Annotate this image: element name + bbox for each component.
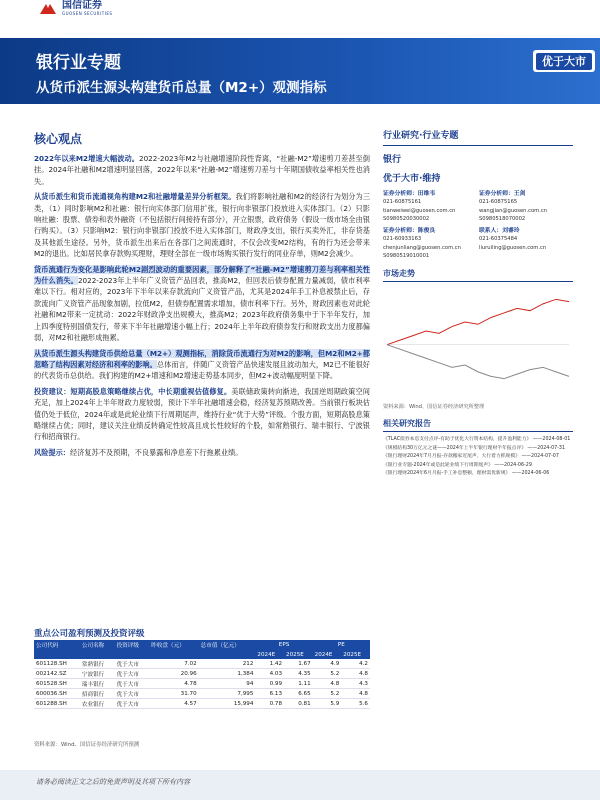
col-name: 公司名称 [80,640,115,650]
table-cell: 5.2 [313,669,342,679]
core-paragraph-2: 从货币派生和货币流通视角构建M2和社融增量差异分析框架。我们将影响社融和M2的经济行为划分为三类，（1）同时影响M2和社融：银行向实体部门信用扩张，银行向非银部门投放进入实体部门。（2）只影响社融：股票、债券和表外融资（不包括银行间接持有部分），开立银票，政府债务（假设一级市场全由银行购买）。（3）只影响M2：银行向非银部门投放不进入实体部门，财政净支出，银行买卖外汇，非存贷基及其他派生途径。另外，货币派生出来后在各部门之间流通时，不仅会改变M2结构，有的行为还会带来M2的退出。比如居民拿存款购买理财，理财全部在一级市场购买银行发行的同业存单，则M2会减少。 [34,192,371,259]
analyst-card: 证券分析师：王剑 021-60875165 wangjian@guosen.com.cn S0980518070002 [479,191,547,222]
core-paragraph-1: 2022年以来M2增速大幅波动。2022-2023年M2与社融增速阶段性背离，“社融-M2”增速剪刀差甚至倒挂。2024年社融和M2增速明显回落，2022年以来“社融-M2”增速剪刀差与十年期国债收益率相关性也消失。 [34,154,370,186]
chart-title: 市场走势 [383,269,415,279]
industry-name: 银行 [383,155,402,165]
table-cell: 优于大市 [115,689,150,699]
col-eps-2025: 2025E [284,650,313,659]
table-cell: 优于大市 [115,659,150,669]
table-cell: 4.9 [313,659,342,669]
table-cell: 农业银行 [80,699,115,709]
col-pe-2024: 2024E [313,650,342,659]
table-cell: 94 [199,679,256,689]
divider [383,145,573,146]
brand-logo [40,0,112,16]
table-cell: 0.99 [255,679,284,689]
brand-mark-icon [40,2,56,14]
rating-tag-label: 优于大市 [536,53,592,70]
table-cell: 600036.SH [34,689,80,699]
table-cell: 4.8 [341,689,370,699]
table-row [34,699,370,709]
report-title: 从货币派生源头构建货币总量（M2+）观测指标 [36,80,327,96]
col-pe: PE [313,640,370,650]
table-cell: 6.13 [255,689,284,699]
table-row [34,669,370,679]
rating-tag [533,50,595,72]
industry-rating: 优于大市·维持 [383,174,441,184]
col-rating: 投资评级 [115,640,150,650]
table-cell: 601288.SH [34,699,80,709]
col-code: 公司代码 [34,640,80,650]
table-row [34,679,370,689]
analyst-card: 联系人：刘睿玲 021-60375484 liuruiling@guosen.com.cn [479,228,547,251]
col-price: 昨收盘（元） [149,640,198,650]
forecast-table [34,640,370,709]
table-cell: 31.70 [149,689,198,699]
table-row [34,689,370,699]
core-heading: 核心观点 [34,132,83,146]
table-cell: 常熟银行 [80,659,115,669]
table-cell: 15,994 [199,699,256,709]
col-eps-2024: 2024E [255,650,284,659]
table-cell: 4.2 [341,659,370,669]
related-item[interactable]: 《TLAC债券本息支付点评-有助于优化大行资本结构，提升盈利能力》 ——2024-08-01 [383,437,571,443]
table-cell: 7.02 [149,659,198,669]
table-cell: 4.03 [255,669,284,679]
table-title: 重点公司盈利预测及投资评级 [34,629,145,639]
core-section [34,130,370,462]
footer-disclaimer: 请务必阅读正文之后的免责声明及其项下所有内容 [36,778,190,786]
sidebar [383,128,573,478]
market-chart-svg [383,282,573,400]
table-cell: 1.11 [284,679,313,689]
table-cell: 优于大市 [115,669,150,679]
report-category: 行业研究·行业专题 [383,131,459,141]
table-cell: 601128.SH [34,659,80,669]
related-title: 相关研究报告 [383,418,573,432]
col-mcap: 总市值（亿元） [199,640,256,650]
core-paragraph-3: 货币流通行为变化是影响此轮M2剧烈波动的重要因素，部分解释了“社融-M2”增速剪刀差与利率相关性为什么消失。2022-2023年上半年广义资管产品回表，推高M2，但回表后债券配置力量减弱，债市利率难以下行。相对应的，2023年下半年以来存款流向广义资管产品，尤其是2024年手工补息被禁止后，存款流向广义资管产品现象加剧，拉低M2，但债券配置需求增加，债市利率下行。另外，财政因素也对此轮社融和M2带来一定扰动：2022年财政净支出规模大，推高M2；2023年政府债务集中于下半年发行，加上四季度特别国债发行，带来下半年社融增速小幅上行；2024年上半年政府债券发行和财政支出力度都偏弱，对M2和社融形成拖累。 [34,264,370,343]
analyst-list [383,190,573,260]
table-cell: 1.42 [255,659,284,669]
table-cell: 4.57 [149,699,198,709]
table-cell: 20.96 [149,669,198,679]
series-line-银行 [387,300,569,345]
col-pe-2025: 2025E [341,650,370,659]
table-cell: 1,384 [199,669,256,679]
analyst-card: 证券分析师：陈俊良 021-60933163 chenjunliang@guosen.com.cn S0980519010001 [383,228,461,260]
report-type: 银行业专题 [36,53,121,73]
related-item[interactable]: 《银行理财2024年7月月报-存款搬家近尾声，大行着力抓规模》 ——2024-07-07 [383,454,559,460]
table-cell: 601528.SH [34,679,80,689]
related-item[interactable]: 《银行理财2024年6月月报-手工补息整顿，理财需优新规》 ——2024-06-06 [383,471,550,476]
table-cell: 4.3 [341,679,370,689]
table-cell: 5.9 [313,699,342,709]
series-line-沪深300 [387,345,569,379]
table-cell: 4.8 [341,669,370,679]
core-paragraph-6: 风险提示：经济复苏不及预期，不良暴露和净息差下行拖累业绩。 [34,447,243,457]
table-cell: 4.78 [149,679,198,689]
table-cell: 招商银行 [80,689,115,699]
related-list [383,436,573,477]
core-paragraph-5: 投资建议：短期高股息策略继续占优，中长期重视估值修复。美联储政策转向渐进，我国逆周期政策空间充足，加上2024年上半年财政力度较弱，预计下半年社融增速会稳，经济复苏预期改善。当前银行板块估值仍处于低位，2024年或是此轮业绩下行周期尾声，维持行业“优于大势”评级。个股方面，短期高股息策略继续占优；同时，建议关注业绩反转确定性较高且成长性较好的个股，如常熟银行、瑞丰银行、宁波银行和招商银行。 [34,386,370,442]
table-cell: 瑞丰银行 [80,679,115,689]
table-cell: 7,995 [199,689,256,699]
market-chart [383,281,573,401]
core-paragraph-4: 从货币派生源头构建货币供给总量（M2+）观测指标，消除货币流通行为对M2的影响，但M2和M2+都忽略了结构因素对经济和利率的影响。总体而言，伴随广义资管产品快速发展且波动加大，M2已不能很好的代表货币总供给。我们构建的M2+增速和M2增速走势基本同步，但M2+波动幅度明显下降。 [34,348,370,381]
table-cell: 212 [199,659,256,669]
table-cell: 宁波银行 [80,669,115,679]
table-cell: 0.81 [284,699,313,709]
brand-name: 国信证券 [62,0,102,11]
related-item[interactable]: 《规模结构30万亿元之谜——2024年上半年银行理财半年报点评》 ——2024-07-31 [383,445,566,451]
table-cell: 4.8 [313,679,342,689]
table-cell: 优于大市 [115,679,150,689]
table-row [34,659,370,669]
col-eps: EPS [255,640,312,650]
chart-source: 资料来源：Wind、国信证券经济研究所整理 [383,404,485,411]
brand-name-en: GUOSEN SECURITIES [62,10,113,16]
table-cell: 4.35 [284,669,313,679]
table-cell: 0.78 [255,699,284,709]
table-source: 资料来源：Wind、国信证券经济研究所预测 [34,742,140,748]
table-cell: 6.65 [284,689,313,699]
table-cell: 5.2 [313,689,342,699]
analyst-card: 证券分析师：田维韦 021-60875161 tianweiwei@guosen.com.cn S0980520030002 [383,191,456,222]
table-cell: 1.67 [284,659,313,669]
related-item[interactable]: 《银行业专题-2024年或是此轮业绩下行周期尾声》 ——2024-06-29 [383,462,532,468]
table-cell: 优于大市 [115,699,150,709]
table-cell: 5.6 [341,699,370,709]
table-cell: 002142.SZ [34,669,80,679]
